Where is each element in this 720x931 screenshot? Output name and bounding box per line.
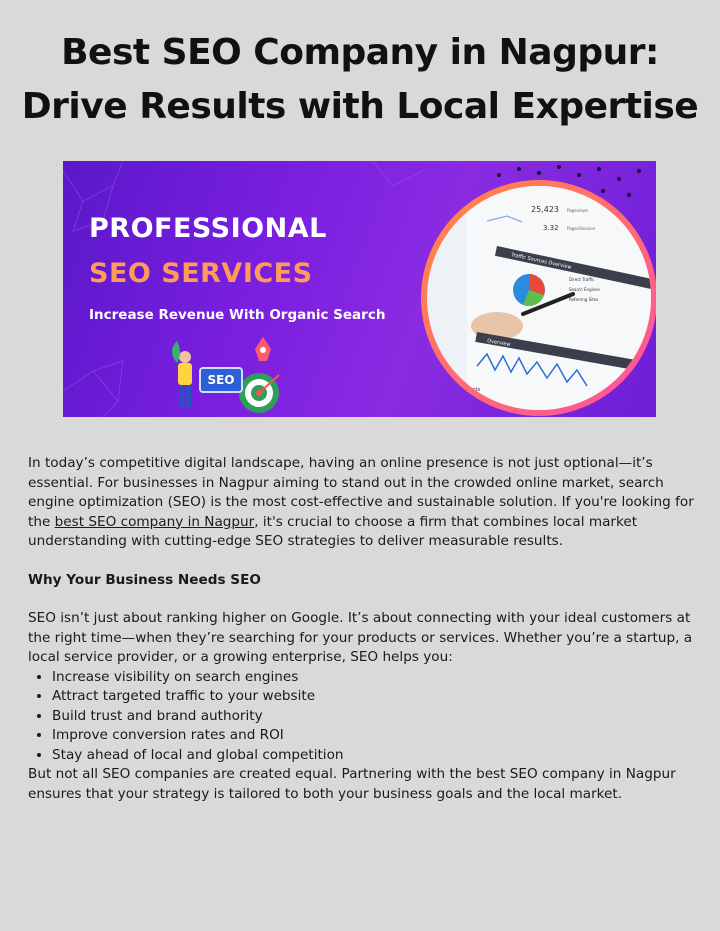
visits-label: Visits: [467, 387, 481, 393]
list-item: • Stay ahead of local and global competition: [52, 746, 694, 766]
stat-pages-session-label: Pages/Session: [567, 226, 596, 231]
section-paragraph: SEO isn’t just about ranking higher on Google. It’s about connecting with your ideal customers at the right time—when they’re searching for your products or services. Whether you’re a startup, a local service provider, or a growing enterprise, SEO helps you:: [28, 610, 693, 665]
benefits-list: [28, 668, 694, 766]
pie-chart-icon: [513, 274, 545, 306]
section-heading: Why Your Business Needs SEO: [28, 571, 261, 588]
plant-icon: [172, 341, 180, 363]
legend-search: Search Engines: [569, 287, 600, 292]
list-item: • Attract targeted traffic to your website: [52, 687, 694, 707]
stat-pageviews-label: Pageviews: [567, 208, 588, 213]
banner-headline-professional: PROFESSIONAL: [89, 213, 327, 244]
best-seo-company-link[interactable]: best SEO company in Nagpur: [54, 513, 255, 530]
seo-badge: SEO: [199, 367, 243, 393]
article-body: [28, 454, 694, 804]
list-item: • Improve conversion rates and ROI: [52, 726, 694, 746]
panel-title: Traffic Sources Overview: [510, 252, 573, 271]
intro-paragraph: [28, 454, 694, 552]
banner-subtitle: Increase Revenue With Organic Search: [89, 307, 386, 323]
legend-referring: Referring Sites: [569, 297, 599, 302]
person-icon: [178, 351, 192, 407]
banner-headline-seo-services: SEO SERVICES: [89, 258, 313, 289]
stat-pages-session: 3.32: [543, 224, 559, 232]
intro-text-after-link: , it's crucial to choose a firm that combines local market understanding with cutting-edge SEO strategies to deliver measurable results.: [28, 513, 638, 549]
intro-text-before-link: In today’s competitive digital landscape, having an online presence is not just optional—it’s essential. For businesses in Nagpur aiming to stand out in the crowded online market, search engine optimization (SEO) is the most cost-effective and sustainable solution. If you're looking for the: [28, 455, 694, 530]
list-item: • Increase visibility on search engines: [52, 668, 694, 688]
target-icon: [239, 373, 279, 413]
rocket-icon: [255, 337, 271, 361]
analytics-photo-frame: [421, 180, 656, 416]
stat-pageviews: 25,423: [531, 205, 559, 214]
closing-paragraph: But not all SEO companies are created equal. Partnering with the best SEO company in Nagpur ensures that your strategy is tailored to both your business goals and the local market.: [28, 766, 676, 802]
analytics-dashboard-photo: [427, 186, 651, 410]
page-title: [0, 26, 720, 134]
hero-banner: [63, 161, 656, 417]
list-item: • Build trust and brand authority: [52, 707, 694, 727]
visits-value: 2,358: [467, 395, 485, 402]
title-line-2: Drive Results with Local Expertise: [21, 86, 699, 127]
overview-label: Overview: [486, 338, 511, 349]
title-line-1: Best SEO Company in Nagpur:: [61, 32, 659, 73]
legend-direct: Direct Traffic: [569, 277, 595, 282]
